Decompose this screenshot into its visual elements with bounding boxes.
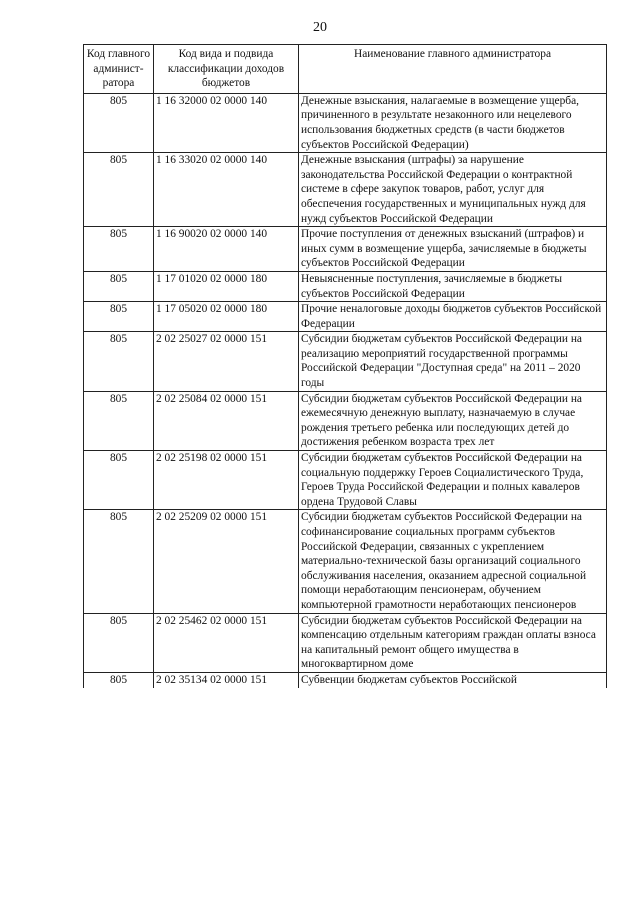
cell-admin-code: 805 xyxy=(84,153,154,227)
table-row xyxy=(84,332,607,391)
header-admin-name: Наименование главного администратора xyxy=(299,45,607,94)
cell-income-code: 2 02 25462 02 0000 151 xyxy=(154,613,299,672)
cell-admin-code: 805 xyxy=(84,451,154,510)
table-row xyxy=(84,451,607,510)
table-row xyxy=(84,271,607,301)
table-row xyxy=(84,613,607,672)
cell-admin-name: Субсидии бюджетам субъектов Российской Федерации на софинансирование социальных программ субъектов Российской Федерации, связанных с укреплением материально-технической базы организаций социального обслуживания населения, оказанием адресной социальной помощи неработающим пенсионерам, обучением компьютерной грамотности неработающих пенсионеров xyxy=(299,510,607,613)
cell-income-code: 1 16 32000 02 0000 140 xyxy=(154,93,299,152)
table-row xyxy=(84,302,607,332)
cell-admin-name: Субсидии бюджетам субъектов Российской Федерации на социальную поддержку Героев Социалистического Труда, Героев Труда Российской Федерации и полных кавалеров ордена Трудовой Славы xyxy=(299,451,607,510)
cell-admin-name: Прочие неналоговые доходы бюджетов субъектов Российской Федерации xyxy=(299,302,607,332)
income-administrators-table xyxy=(83,44,607,688)
cell-admin-code: 805 xyxy=(84,93,154,152)
cell-income-code: 1 16 90020 02 0000 140 xyxy=(154,227,299,272)
table-row xyxy=(84,510,607,613)
cell-income-code: 2 02 25198 02 0000 151 xyxy=(154,451,299,510)
table-header-row xyxy=(84,45,607,94)
cell-income-code: 2 02 25027 02 0000 151 xyxy=(154,332,299,391)
cell-admin-code: 805 xyxy=(84,332,154,391)
cell-income-code: 1 16 33020 02 0000 140 xyxy=(154,153,299,227)
cell-admin-name: Субсидии бюджетам субъектов Российской Федерации на ежемесячную денежную выплату, назначаемую в случае рождения третьего ребенка или последующих детей до достижения ребенком возраста трех лет xyxy=(299,391,607,450)
cell-admin-name: Денежные взыскания, налагаемые в возмещение ущерба, причиненного в результате незаконного или нецелевого использования бюджетных средств (в части бюджетов субъектов Российской Федерации) xyxy=(299,93,607,152)
cell-income-code: 2 02 25209 02 0000 151 xyxy=(154,510,299,613)
page-number: 20 xyxy=(313,20,327,35)
header-admin-code: Код главного админист-ратора xyxy=(84,45,154,94)
cell-admin-name: Прочие поступления от денежных взысканий (штрафов) и иных сумм в возмещение ущерба, зачисляемые в бюджеты субъектов Российской Федерации xyxy=(299,227,607,272)
table-row xyxy=(84,391,607,450)
cell-admin-code: 805 xyxy=(84,227,154,272)
cell-admin-name: Невыясненные поступления, зачисляемые в бюджеты субъектов Российской Федерации xyxy=(299,271,607,301)
cell-income-code: 1 17 05020 02 0000 180 xyxy=(154,302,299,332)
cell-admin-name: Денежные взыскания (штрафы) за нарушение законодательства Российской Федерации о контрактной системе в сфере закупок товаров, работ, услуг для обеспечения государственных и муниципальных нужд для нужд субъектов Российской Федерации xyxy=(299,153,607,227)
cell-admin-code: 805 xyxy=(84,510,154,613)
table-row xyxy=(84,153,607,227)
table-row xyxy=(84,93,607,152)
cell-admin-code: 805 xyxy=(84,613,154,672)
cell-income-code: 1 17 01020 02 0000 180 xyxy=(154,271,299,301)
cell-admin-name: Субсидии бюджетам субъектов Российской Федерации на компенсацию отдельным категориям граждан оплаты взноса на капитальный ремонт общего имущества в многоквартирном доме xyxy=(299,613,607,672)
cell-admin-code: 805 xyxy=(84,302,154,332)
cell-income-code: 2 02 25084 02 0000 151 xyxy=(154,391,299,450)
cell-income-code: 2 02 35134 02 0000 151 xyxy=(154,672,299,687)
header-income-code: Код вида и подвида классификации доходов бюджетов xyxy=(154,45,299,94)
cell-admin-code: 805 xyxy=(84,391,154,450)
cell-admin-code: 805 xyxy=(84,271,154,301)
cell-admin-code: 805 xyxy=(84,672,154,687)
table-row xyxy=(84,672,607,687)
table-row xyxy=(84,227,607,272)
cell-admin-name: Субсидии бюджетам субъектов Российской Федерации на реализацию мероприятий государственной программы Российской Федерации "Доступная среда" на 2011 – 2020 годы xyxy=(299,332,607,391)
cell-admin-name: Субвенции бюджетам субъектов Российской xyxy=(299,672,607,687)
